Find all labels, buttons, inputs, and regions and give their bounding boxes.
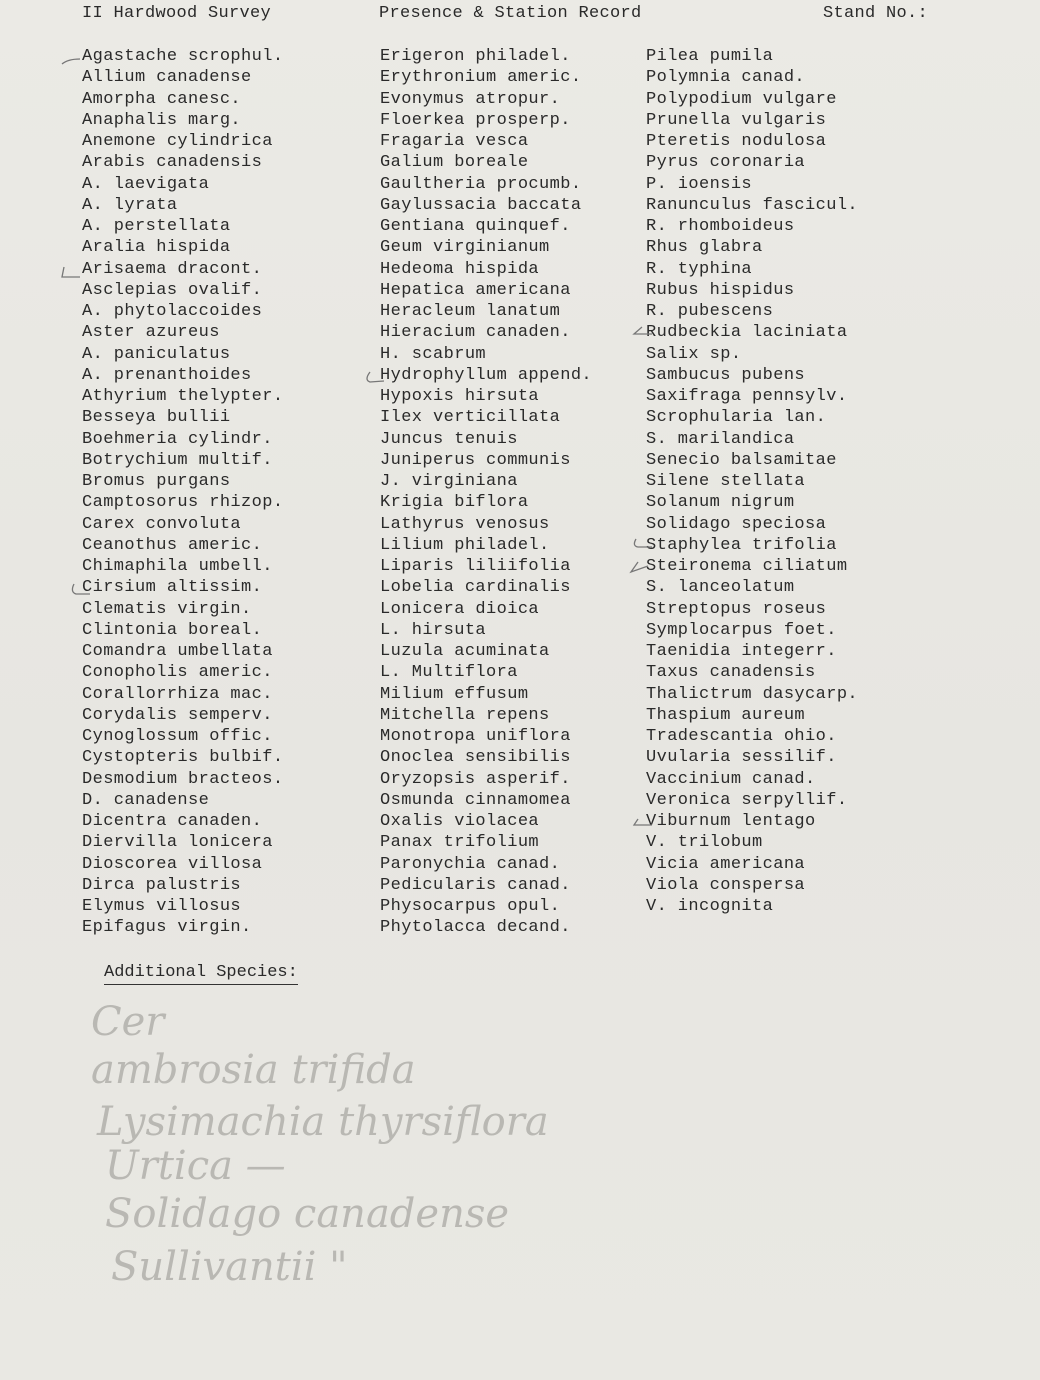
species-entry: Evonymus atropur. <box>380 89 561 109</box>
species-entry: Galium boreale <box>380 153 529 173</box>
species-entry: Prunella vulgaris <box>646 110 827 130</box>
species-entry: Symplocarpus foet. <box>646 620 837 640</box>
species-entry: S. marilandica <box>646 429 795 449</box>
species-entry: Paronychia canad. <box>380 854 561 874</box>
species-entry: Taenidia integerr. <box>646 642 837 661</box>
species-entry: Salix sp. <box>646 344 742 364</box>
check-mark-icon <box>632 537 654 551</box>
species-entry: Camptosorus rhizop. <box>82 493 284 513</box>
species-entry: A. prenanthoides <box>82 365 252 385</box>
species-entry: Thaspium aureum <box>646 705 806 725</box>
species-entry: Gentiana quinquef. <box>380 217 571 236</box>
species-entry: Luzula acuminata <box>380 642 550 661</box>
species-entry: Senecio balsamitae <box>646 450 837 470</box>
species-entry: Cynoglossum offic. <box>82 727 273 746</box>
check-mark-icon <box>628 560 650 574</box>
species-entry: Ilex verticillata <box>380 408 561 428</box>
species-entry: V. trilobum <box>646 833 763 853</box>
species-entry: Panax trifolium <box>380 833 540 853</box>
species-entry: Epifagus virgin. <box>82 918 252 938</box>
species-entry: J. virginiana <box>380 472 518 491</box>
species-entry: Cystopteris bulbif. <box>82 748 284 768</box>
species-entry: R. rhomboideus <box>646 217 795 236</box>
species-entry: Rudbeckia laciniata <box>646 323 848 343</box>
handwritten-line: Solidago canadense <box>105 1191 510 1237</box>
species-entry: Viola conspersa <box>646 875 806 895</box>
species-entry: Hepatica americana <box>380 280 571 300</box>
species-entry: Corallorrhiza mac. <box>82 684 273 704</box>
species-entry: Floerkea prosperp. <box>380 110 571 130</box>
species-entry: Erigeron philadel. <box>380 47 571 66</box>
species-entry: Pyrus coronaria <box>646 153 806 173</box>
species-entry: Elymus villosus <box>82 897 242 916</box>
species-entry: Streptopus roseus <box>646 599 827 619</box>
species-entry: H. scabrum <box>380 344 487 364</box>
species-entry: Aralia hispida <box>82 238 231 258</box>
species-entry: R. pubescens <box>646 302 774 321</box>
species-entry: Anemone cylindrica <box>82 132 273 151</box>
species-entry: Clintonia boreal. <box>82 620 263 640</box>
species-entry: Gaylussacia baccata <box>380 195 582 215</box>
species-entry: Juncus tenuis <box>380 429 518 449</box>
species-entry: Botrychium multif. <box>82 450 273 470</box>
species-entry: Fragaria vesca <box>380 132 529 151</box>
species-entry: Cirsium altissim. <box>82 578 263 598</box>
species-entry: Agastache scrophul. <box>82 47 284 66</box>
species-entry: Phytolacca decand. <box>380 918 571 938</box>
species-entry: D. canadense <box>82 790 210 810</box>
handwritten-line: ambrosia trifida <box>91 1047 416 1093</box>
species-entry: Comandra umbellata <box>82 642 273 661</box>
species-entry: Saxifraga pennsylv. <box>646 387 848 406</box>
species-entry: Taxus canadensis <box>646 663 816 683</box>
check-mark-icon <box>364 370 386 384</box>
species-entry: Juniperus communis <box>380 450 571 470</box>
species-entry: Lobelia cardinalis <box>380 578 571 598</box>
species-entry: Hydrophyllum append. <box>380 365 593 385</box>
species-entry: Diervilla lonicera <box>82 833 273 853</box>
species-entry: Boehmeria cylindr. <box>82 429 273 449</box>
handwritten-line: Urtica — <box>105 1143 286 1189</box>
species-entry: Oxalis violacea <box>380 812 540 831</box>
species-entry: Scrophularia lan. <box>646 408 827 428</box>
species-entry: R. typhina <box>646 259 753 279</box>
species-entry: Dicentra canaden. <box>82 812 263 831</box>
species-entry: Geum virginianum <box>380 238 550 258</box>
species-entry: Hedeoma hispida <box>380 259 540 279</box>
species-entry: Hieracium canaden. <box>380 323 571 343</box>
species-entry: Conopholis americ. <box>82 663 273 683</box>
species-entry: Steironema ciliatum <box>646 557 848 576</box>
species-entry: Dioscorea villosa <box>82 854 263 874</box>
species-entry: Lonicera dioica <box>380 599 540 619</box>
species-entry: Chimaphila umbell. <box>82 557 273 576</box>
species-entry: A. lyrata <box>82 195 178 215</box>
species-entry: Lathyrus venosus <box>380 514 550 534</box>
species-entry: Aster azureus <box>82 323 220 343</box>
species-entry: Ranunculus fascicul. <box>646 195 859 215</box>
handwritten-line: Sullivantii " <box>111 1244 348 1290</box>
species-entry: L. Multiflora <box>380 663 518 683</box>
species-entry: Thalictrum dasycarp. <box>646 684 859 704</box>
species-entry: Silene stellata <box>646 472 806 491</box>
species-entry: Athyrium thelypter. <box>82 387 284 406</box>
survey-title: II Hardwood Survey <box>82 4 272 23</box>
handwritten-additional-species <box>85 995 605 1305</box>
species-entry: Monotropa uniflora <box>380 727 571 746</box>
species-entry: Viburnum lentago <box>646 812 816 831</box>
species-entry: A. perstellata <box>82 217 231 236</box>
species-entry: Allium canadense <box>82 68 252 88</box>
species-entry: P. ioensis <box>646 174 753 194</box>
species-entry: Ceanothus americ. <box>82 535 263 555</box>
species-entry: Tradescantia ohio. <box>646 727 837 746</box>
species-entry: Oryzopsis asperif. <box>380 769 571 789</box>
species-entry: A. phytolaccoides <box>82 302 263 321</box>
species-entry: L. hirsuta <box>380 620 487 640</box>
stand-number-label: Stand No.: <box>823 4 929 23</box>
species-entry: Pteretis nodulosa <box>646 132 827 151</box>
species-entry: Pedicularis canad. <box>380 875 571 895</box>
species-entry: S. lanceolatum <box>646 578 795 598</box>
species-entry: Gaultheria procumb. <box>380 174 582 194</box>
species-entry: Rubus hispidus <box>646 280 795 300</box>
species-entry: Arabis canadensis <box>82 153 263 173</box>
additional-species-label: Additional Species: <box>104 963 298 982</box>
species-entry: Veronica serpyllif. <box>646 790 848 810</box>
species-entry: Uvularia sessilif. <box>646 748 837 768</box>
species-entry: Polypodium vulgare <box>646 89 837 109</box>
species-entry: Milium effusum <box>380 684 529 704</box>
species-entry: Rhus glabra <box>646 238 763 258</box>
species-entry: Solanum nigrum <box>646 493 795 513</box>
species-entry: Lilium philadel. <box>380 535 550 555</box>
species-entry: A. laevigata <box>82 174 210 194</box>
species-column-1 <box>82 46 283 939</box>
check-mark-icon <box>70 582 92 596</box>
species-entry: Carex convoluta <box>82 514 242 534</box>
check-mark-icon <box>60 56 82 70</box>
species-entry: Vaccinium canad. <box>646 769 816 789</box>
check-mark-icon <box>632 817 654 831</box>
species-column-3 <box>646 46 858 917</box>
species-entry: Heracleum lanatum <box>380 302 561 321</box>
species-entry: Besseya bullii <box>82 408 231 428</box>
check-mark-icon <box>60 265 82 279</box>
species-entry: Liparis liliifolia <box>380 557 571 576</box>
species-entry: Pilea pumila <box>646 47 774 66</box>
species-column-2 <box>380 46 592 939</box>
species-entry: Clematis virgin. <box>82 599 252 619</box>
species-entry: Onoclea sensibilis <box>380 748 571 768</box>
species-entry: Corydalis semperv. <box>82 705 273 725</box>
species-entry: Physocarpus opul. <box>380 897 561 916</box>
species-entry: Vicia americana <box>646 854 806 874</box>
species-entry: Bromus purgans <box>82 472 231 491</box>
species-entry: Solidago speciosa <box>646 514 827 534</box>
species-entry: Dirca palustris <box>82 875 242 895</box>
handwritten-line: Lysimachia thyrsiflora <box>97 1099 549 1145</box>
record-title: Presence & Station Record <box>379 4 642 23</box>
species-entry: A. paniculatus <box>82 344 231 364</box>
species-entry: Desmodium bracteos. <box>82 769 284 789</box>
handwritten-line: Cer <box>91 999 165 1045</box>
species-entry: Arisaema dracont. <box>82 259 263 279</box>
species-entry: Anaphalis marg. <box>82 110 242 130</box>
check-mark-icon <box>632 325 654 339</box>
species-entry: Amorpha canesc. <box>82 89 242 109</box>
species-entry: Staphylea trifolia <box>646 535 837 555</box>
species-entry: Erythronium americ. <box>380 68 582 88</box>
species-entry: V. incognita <box>646 897 774 916</box>
species-entry: Polymnia canad. <box>646 68 806 88</box>
species-entry: Osmunda cinnamomea <box>380 790 571 810</box>
species-entry: Sambucus pubens <box>646 365 806 385</box>
species-entry: Hypoxis hirsuta <box>380 387 540 406</box>
species-entry: Mitchella repens <box>380 705 550 725</box>
species-entry: Krigia biflora <box>380 493 529 513</box>
species-entry: Asclepias ovalif. <box>82 280 263 300</box>
